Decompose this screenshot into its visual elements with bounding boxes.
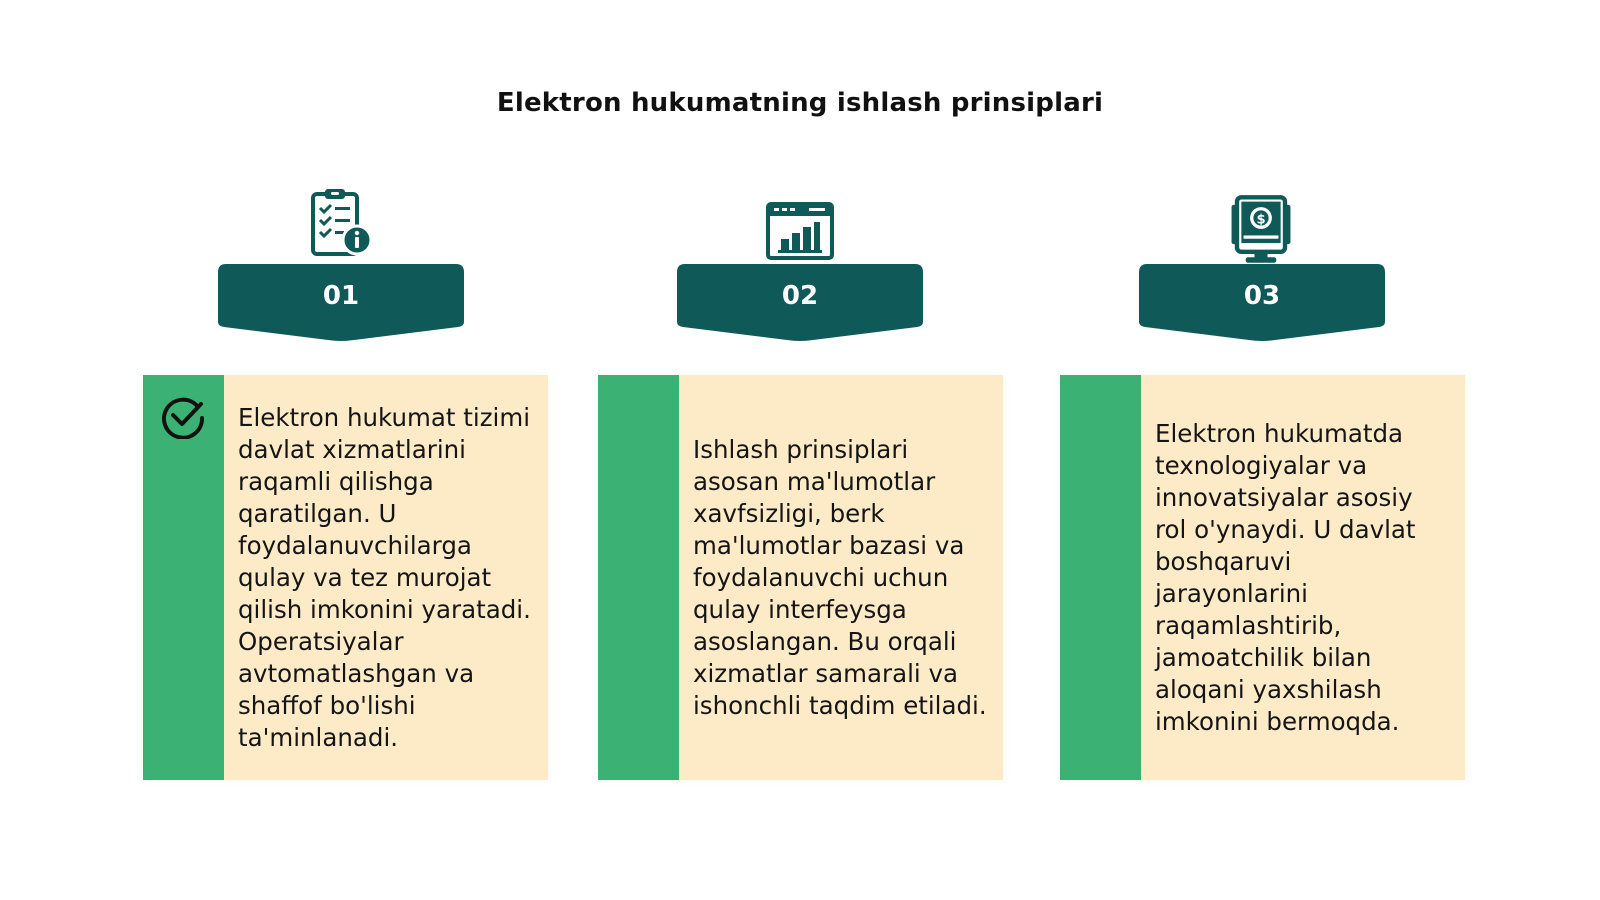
card-text: Ishlash prinsiplari asosan ma'lumotlar xavfsizligi, berk ma'lumotlar bazasi va foydalanuvchi uchun qulay interfeysga asoslangan. Bu orqali xizmatlar samarali va ishonchli taqdim etiladi. (693, 434, 987, 720)
card-stripe (1060, 375, 1141, 780)
svg-text:$: $ (1256, 212, 1266, 228)
step-number-badge (1139, 264, 1385, 344)
clipboard-checklist-info-icon (309, 188, 379, 260)
step-card (598, 375, 1003, 780)
step-number-badge (677, 264, 923, 344)
step-number-badge (218, 264, 464, 344)
card-text: Elektron hukumatda texnologiyalar va innovatsiyalar asosiy rol o'ynaydi. U davlat boshqaruvi jarayonlarini raqamlashtirib, jamoatchilik bilan aloqani yaxshilash imkonini bermoqda. (1155, 418, 1416, 736)
card-stripe (598, 375, 679, 780)
step-number: 02 (781, 281, 819, 311)
card-text: Elektron hukumat tizimi davlat xizmatlarini raqamli qilishga qaratilgan. U foydalanuvchilarga qulay va tez murojat qilish imkonini yaratadi. Operatsiyalar avtomatlashgan va shaffof bo'lishi ta'minlanadi. (238, 402, 531, 752)
check-circle-icon (160, 393, 206, 439)
monitor-dollar-icon (1226, 194, 1296, 266)
step-number: 01 (322, 281, 360, 311)
step-card (143, 375, 548, 780)
browser-bar-chart-icon (765, 196, 835, 268)
card-body (1141, 375, 1465, 780)
step-card (1060, 375, 1465, 780)
card-body (224, 375, 548, 780)
card-body (679, 375, 1003, 780)
page-title: Elektron hukumatning ishlash prinsiplari (496, 88, 1104, 118)
card-stripe (143, 375, 224, 780)
step-number: 03 (1243, 281, 1281, 311)
